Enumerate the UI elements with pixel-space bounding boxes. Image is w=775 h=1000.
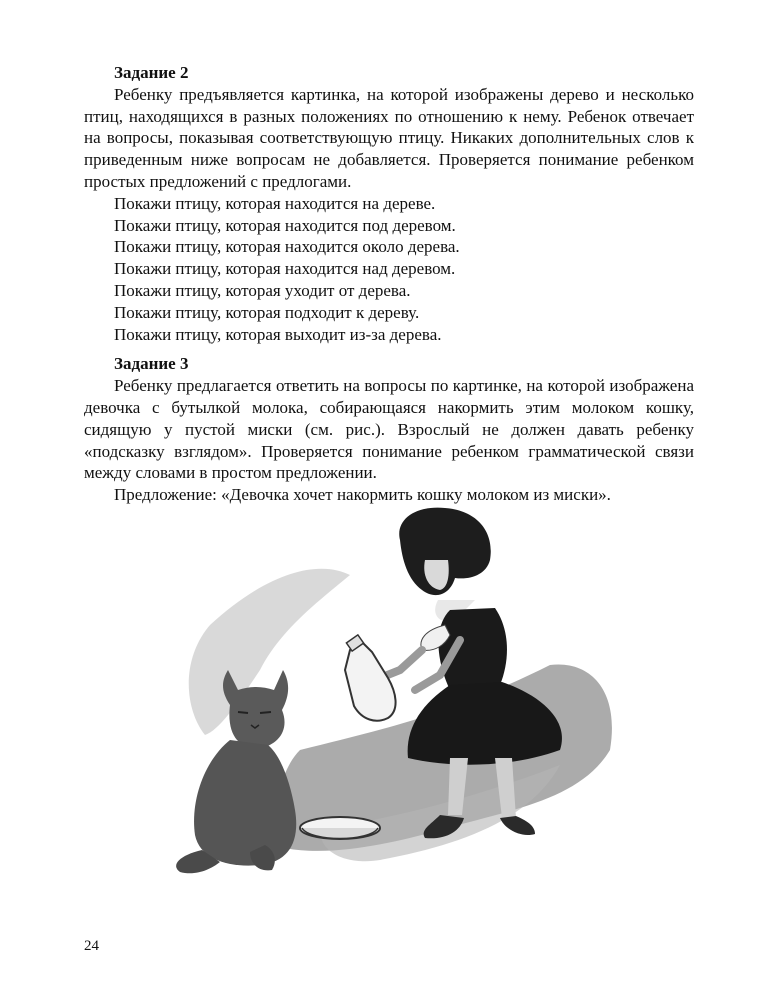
girl-feeding-cat-illustration xyxy=(150,500,650,910)
task2-question: Покажи птицу, которая уходит от дерева. xyxy=(114,280,411,300)
milk-bottle xyxy=(345,635,396,721)
task3-sentence: Предложение: «Девочка хочет накормить кошку молоком из миски». xyxy=(114,485,611,505)
task2-question: Покажи птицу, которая находится на дереве. xyxy=(114,193,436,213)
task3-heading: Задание 3 xyxy=(114,354,189,374)
task2-question: Покажи птицу, которая находится около дерева. xyxy=(114,237,460,257)
text-block xyxy=(84,62,694,506)
task2-question: Покажи птицу, которая подходит к дереву. xyxy=(114,302,420,322)
task2-question: Покажи птицу, которая находится под деревом. xyxy=(114,215,456,235)
task2-heading: Задание 2 xyxy=(114,63,189,82)
task2-question: Покажи птицу, которая выходит из-за дерева. xyxy=(114,324,442,344)
task3-paragraph: Ребенку предлагается ответить на вопросы по картинке, на которой изображена девочка с бутылкой молока, собирающаяся накормить этим молоком кошку, сидящую у пустой миски (см. рис.). Взрослый не должен давать ребенку «подсказку взглядом». Проверяется понимание ребенком грамматической связи между словами в простом предложении. xyxy=(84,376,694,483)
page-number: 24 xyxy=(84,938,99,954)
task2-question: Покажи птицу, которая находится над деревом. xyxy=(114,259,456,279)
task2-paragraph: Ребенку предъявляется картинка, на которой изображены дерево и несколько птиц, находящихся в разных положениях по отношению к нему. Ребенок отвечает на вопросы, показывая соответствующую птицу. Никаких дополнительных слов к приведенным ниже вопросам не добавляется. Проверяется понимание ребенком простых предложений с предлогами. xyxy=(84,84,694,191)
